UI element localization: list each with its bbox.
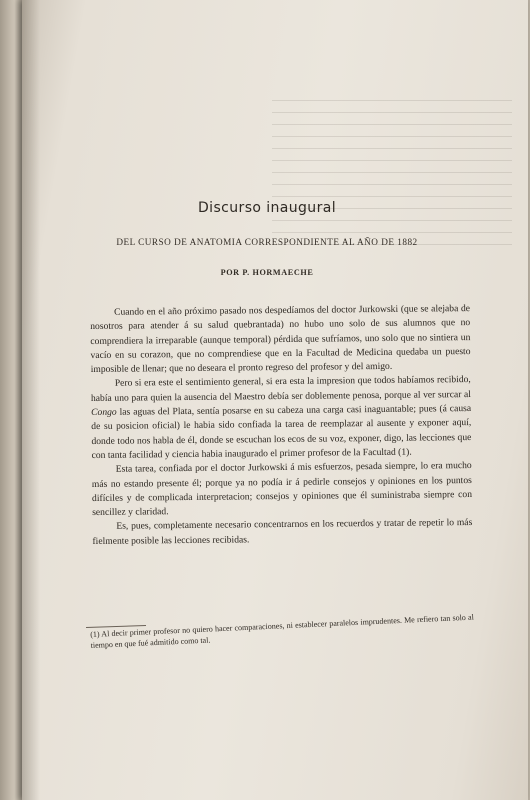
document-subtitle: DEL CURSO DE ANATOMIA CORRESPONDIENTE AL AÑO DE 1882 — [116, 237, 418, 247]
paragraph-3: Esta tarea, confiada por el doctor Jurkowski á mis esfuerzos, pesada siempre, lo era mucho más no estando presente él; porque ya no podía ir á pedirle consejos y opiniones en los puntos difíciles y de complicada interpretacion; consejos y opiniones que él suministraba siempre con sencillez y claridad. — [91, 460, 473, 519]
body-text — [90, 302, 473, 549]
author-byline: POR P. HORMAECHE — [220, 268, 314, 277]
paragraph-1: Cuando en el año próximo pasado nos despedíamos del doctor Jurkowski (que se alejaba de nosotros para atender á su salud quebrantada) no hubo uno solo de sus alumnos que no comprendiera la irreparable (aunque temporal) pérdida que sufríamos, uno solo que no sintiera un vacío en su corazon, que no comprendiese que en la Facultad de Medicina quedaba un puesto imposible de llenar; que no desearа el pronto regreso del profesor y del amigo. — [90, 303, 471, 376]
paragraph-4: Es, pues, completamente necesario concentrarnos en los recuerdos y tratar de repetir lo más fielmente posible las lecciones recibidas. — [92, 517, 473, 547]
footnote: (1) Al decir primer profesor no quiero hacer comparaciones, ni establecer paralelos imprudentes. Me refiero tan solo al tiempo en que fué admitido como tal. — [90, 612, 475, 650]
paragraph-2-text-before: Pero si era este el sentimiento general, si era esta la impresion que todos habíamos recibido, había uno para quien la ausencia del Maestro debía ser doblemente penosa, porque al ver surcar al — [90, 374, 472, 404]
ship-name-emphasis: Congo — [91, 406, 117, 419]
paragraph-2-text-after: las aguas del Plata, sentía posarse en su cabeza una carga casi inaguantable; pues (á causa de su posicion oficial) le habia sido confiada la tarea de reemplazar al ausente y exponer aquí, donde todo nos habla de él, donde se escuchan los ecos de su voz, exponer, digo, las lecciones que con tanta facilidad y ciencia habia inaugurado el primer profesor de la Facultad (1). — [91, 403, 472, 461]
show-through-text — [272, 100, 512, 250]
document-page — [22, 0, 528, 800]
document-title: Discurso inaugural — [198, 200, 336, 216]
paragraph-2 — [91, 374, 472, 464]
